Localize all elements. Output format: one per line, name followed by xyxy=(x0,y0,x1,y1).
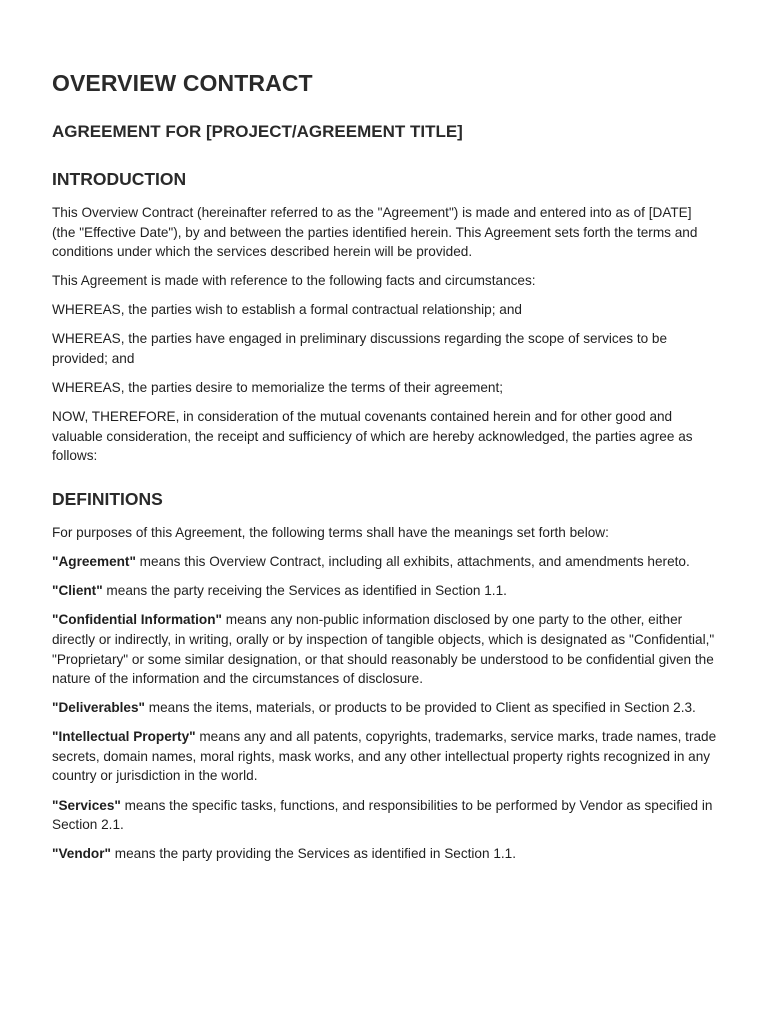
intro-paragraph: This Overview Contract (hereinafter referred to as the "Agreement") is made and entered into as of [DATE] (the "Effective Date"), by and between the parties identified herein. This Agreement sets forth the terms and conditions under which the services described herein will be provided. xyxy=(52,205,698,260)
definition-text: means the items, materials, or products to be provided to Client as specified in Section 2.3. xyxy=(145,700,696,716)
introduction-section xyxy=(52,169,718,466)
definition-item xyxy=(52,581,718,601)
definition-item xyxy=(52,796,718,835)
whereas-clause: WHEREAS, the parties wish to establish a formal contractual relationship; and xyxy=(52,302,522,318)
whereas-clause: WHEREAS, the parties have engaged in preliminary discussions regarding the scope of services to be provided; and xyxy=(52,331,668,367)
document-title: OVERVIEW CONTRACT xyxy=(52,70,313,96)
definition-item xyxy=(52,552,718,572)
definitions-heading: DEFINITIONS xyxy=(52,489,163,510)
definition-term: "Vendor" xyxy=(52,846,111,862)
definition-term: "Client" xyxy=(52,583,103,599)
definition-text: means the specific tasks, functions, and responsibilities to be performed by Vendor as specified in Section 2.1. xyxy=(52,797,713,833)
definition-item xyxy=(52,610,718,688)
whereas-clause: WHEREAS, the parties desire to memorialize the terms of their agreement; xyxy=(52,380,504,396)
definitions-intro: For purposes of this Agreement, the following terms shall have the meanings set forth below: xyxy=(52,525,609,541)
definition-item xyxy=(52,727,718,786)
definition-text: means any non-public information disclosed by one party to the other, either directly or indirectly, in writing, orally or by inspection of tangible objects, which is designated as "Confidential," "Proprietary" or some similar designation, or that should reasonably be understood to be confidential given the nature of the information and the circumstances of disclosure. xyxy=(52,612,715,687)
definition-text: means the party providing the Services as identified in Section 1.1. xyxy=(110,846,516,862)
definition-item xyxy=(52,698,718,718)
definition-term: "Services" xyxy=(52,797,121,813)
intro-paragraph: This Agreement is made with reference to the following facts and circumstances: xyxy=(52,273,536,289)
now-therefore-clause: NOW, THEREFORE, in consideration of the mutual covenants contained herein and for other good and valuable consideration, the receipt and sufficiency of which are hereby acknowledged, the parties agree as follows: xyxy=(52,409,693,464)
document-subtitle: AGREEMENT FOR [PROJECT/AGREEMENT TITLE] xyxy=(52,122,463,141)
definition-term: "Agreement" xyxy=(52,554,136,570)
definition-term: "Deliverables" xyxy=(52,700,145,716)
definition-item xyxy=(52,844,718,864)
definition-text: means any and all patents, copyrights, trademarks, service marks, trade names, trade secrets, domain names, moral rights, mask works, and any other intellectual property rights recognized in any country or jurisdiction in the world. xyxy=(52,729,717,784)
definition-text: means the party receiving the Services as identified in Section 1.1. xyxy=(102,583,507,599)
definition-term: "Confidential Information" xyxy=(52,612,222,628)
introduction-heading: INTRODUCTION xyxy=(52,169,187,189)
definitions-section xyxy=(52,489,718,864)
definition-text: means this Overview Contract, including all exhibits, attachments, and amendments hereto. xyxy=(135,554,690,570)
definition-term: "Intellectual Property" xyxy=(52,729,196,745)
